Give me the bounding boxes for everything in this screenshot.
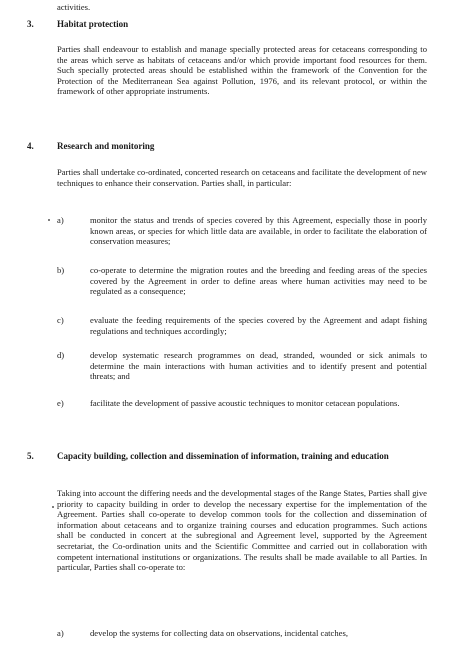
- list-item-label: b): [57, 265, 65, 275]
- list-item-text: develop systematic research programmes on dead, stranded, wounded or sick animals to determine the main interactions with human activities and to identify present and potential threats; and: [90, 350, 427, 382]
- scan-speck: [52, 506, 54, 508]
- section-title: Research and monitoring: [57, 141, 155, 151]
- continued-text-fragment: activities.: [57, 2, 91, 12]
- section-number: 5.: [27, 451, 34, 461]
- section-number: 4.: [27, 141, 34, 151]
- list-item-label: e): [57, 398, 64, 408]
- scan-speck: [48, 219, 50, 221]
- section-paragraph: Parties shall endeavour to establish and manage specially protected areas for cetaceans corresponding to the areas which serve as habitats of cetaceans and/or which provide important food resources for them. Such specially protected areas should be established within the framework of the Convention for the Protection of the Mediterranean Sea against Pollution, 1976, and its relevant protocol, or within the framework of other appropriate instruments.: [57, 44, 427, 97]
- list-item-text: monitor the status and trends of species covered by this Agreement, especially those in poorly known areas, or species for which little data are available, in order to facilitate the elaboration of conservation measures;: [90, 215, 427, 247]
- list-item-label: a): [57, 215, 64, 225]
- list-item-text: develop the systems for collecting data on observations, incidental catches,: [90, 628, 348, 638]
- section-paragraph: Taking into account the differing needs and the developmental stages of the Range States, Parties shall give priority to capacity building in order to develop the necessary expertise for the implementation of the Agreement. Parties shall co-operate to develop common tools for the collection and dissemination of information about cetaceans and to organize training courses and education programmes. Such actions shall be conducted in concert at the subregional and Agreement level, supported by the Agreement secretariat, the Co-ordination units and the Scientific Committee and carried out in collaboration with competent international institutions or organizations. The results shall be made available to all Parties. In particular, Parties shall co-operate to:: [57, 488, 427, 573]
- list-item-label: a): [57, 628, 64, 638]
- section-title: Habitat protection: [57, 19, 129, 29]
- list-item-text: facilitate the development of passive acoustic techniques to monitor cetacean populations.: [90, 398, 400, 408]
- list-item-label: c): [57, 315, 64, 325]
- section-title: Capacity building, collection and dissemination of information, training and education: [57, 451, 389, 461]
- list-item-text: co-operate to determine the migration routes and the breeding and feeding areas of the species covered by the Agreement in order to define areas where human activities may need to be regulated as a consequence;: [90, 265, 427, 297]
- section-number: 3.: [27, 19, 34, 29]
- list-item-text: evaluate the feeding requirements of the species covered by the Agreement and adapt fishing regulations and techniques accordingly;: [90, 315, 427, 336]
- section-paragraph: Parties shall undertake co-ordinated, concerted research on cetaceans and facilitate the development of new techniques to enhance their conservation. Parties shall, in particular:: [57, 167, 427, 188]
- list-item-label: d): [57, 350, 65, 360]
